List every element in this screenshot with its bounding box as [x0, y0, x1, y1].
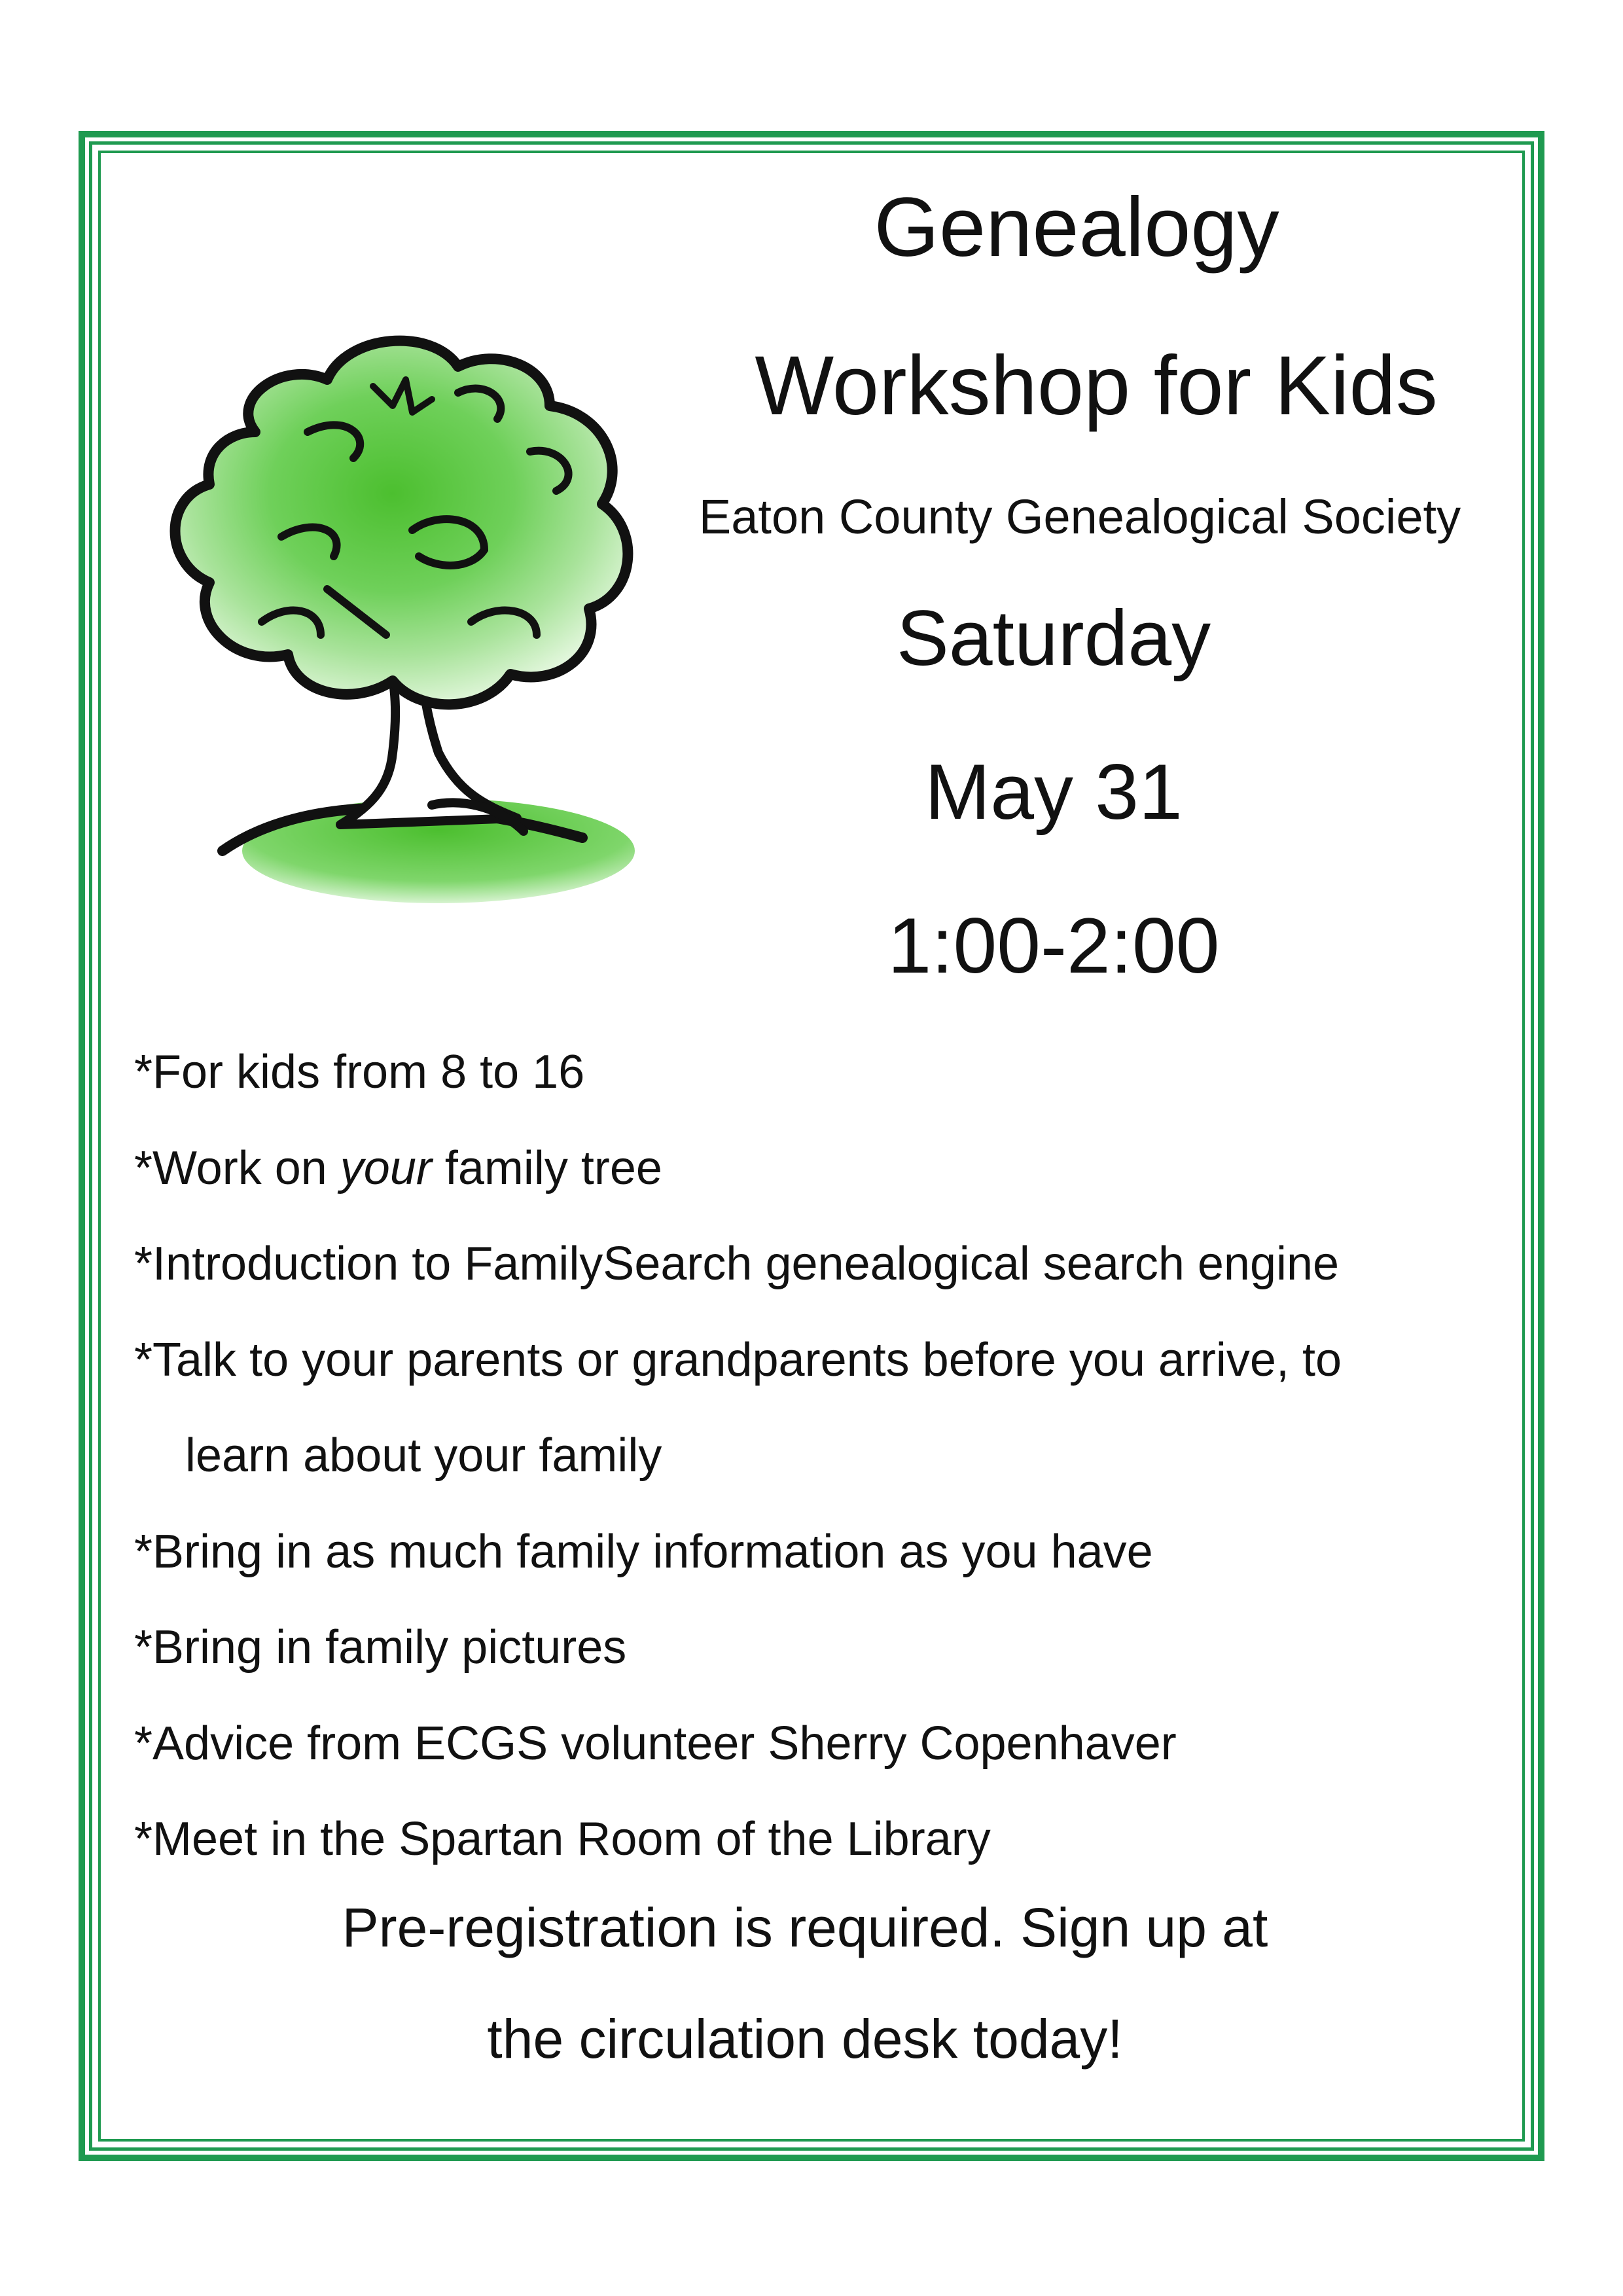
title-line-1: Genealogy [874, 181, 1279, 274]
emphasis-text: your [340, 1141, 432, 1194]
event-date: May 31 [925, 748, 1183, 836]
event-day: Saturday [896, 594, 1211, 682]
list-item-prefix: *Work on [134, 1141, 340, 1194]
organization-name: Eaton County Genealogical Society [698, 490, 1461, 544]
registration-note-line-2: the circulation desk today! [487, 2008, 1123, 2070]
list-item: *Meet in the Spartan Room of the Library [134, 1813, 991, 1865]
list-item [134, 1121, 1508, 1217]
title-line-2: Workshop for Kids [755, 339, 1438, 433]
list-item-continuation: learn about your family [185, 1429, 662, 1482]
list-item: *Introduction to FamilySearch genealogical search engine [134, 1238, 1340, 1290]
list-item: *Bring in as much family information as you have [134, 1525, 1153, 1578]
details-list [134, 1024, 1508, 1888]
tree-canopy [175, 341, 628, 705]
event-time: 1:00-2:00 [887, 902, 1220, 990]
list-item: *Talk to your parents or grandparents before you arrive, to [134, 1333, 1342, 1386]
list-item-suffix: family tree [431, 1141, 662, 1194]
registration-note-line-1: Pre-registration is required. Sign up at [342, 1897, 1268, 1958]
list-item: *Advice from ECGS volunteer Sherry Copenhaver [134, 1717, 1177, 1770]
list-item: *Bring in family pictures [134, 1621, 627, 1674]
tree-illustration [131, 281, 694, 910]
list-item: *For kids from 8 to 16 [134, 1046, 585, 1098]
